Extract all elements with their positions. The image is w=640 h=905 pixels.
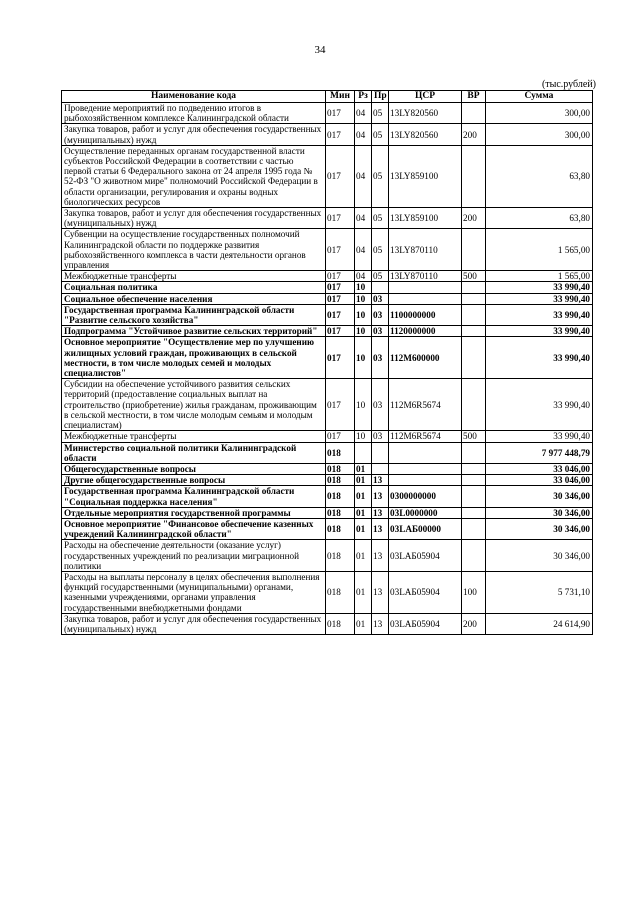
cell-min: 017 <box>326 145 355 207</box>
cell-pr <box>372 282 389 293</box>
cell-vr <box>462 486 486 507</box>
cell-csr: 13LY820560 <box>389 103 462 124</box>
cell-vr <box>462 540 486 572</box>
cell-min: 018 <box>326 475 355 486</box>
cell-rz: 10 <box>355 431 372 442</box>
table-row <box>62 271 593 282</box>
cell-csr: 03LAБ05904 <box>389 540 462 572</box>
cell-sum: 33 990,40 <box>486 293 593 304</box>
cell-pr: 03 <box>372 379 389 431</box>
cell-sum: 30 346,00 <box>486 507 593 518</box>
cell-sum: 33 990,40 <box>486 431 593 442</box>
table-row <box>62 304 593 325</box>
cell-csr: 13LY870110 <box>389 229 462 271</box>
cell-min: 017 <box>326 304 355 325</box>
cell-vr <box>462 463 486 474</box>
cell-vr <box>462 304 486 325</box>
cell-sum: 33 990,40 <box>486 326 593 337</box>
cell-name: Основное мероприятие "Финансовое обеспечение казенных учреждений Калининградской области" <box>62 518 326 539</box>
cell-vr <box>462 282 486 293</box>
cell-pr: 05 <box>372 145 389 207</box>
cell-csr: 03LAБ00000 <box>389 518 462 539</box>
cell-csr: 13LY820560 <box>389 124 462 145</box>
header-name: Наименование кода <box>62 91 326 103</box>
cell-csr <box>389 293 462 304</box>
cell-min: 017 <box>326 379 355 431</box>
cell-name: Межбюджетные трансферты <box>62 431 326 442</box>
cell-rz: 04 <box>355 229 372 271</box>
cell-rz: 01 <box>355 540 372 572</box>
cell-name: Основное мероприятие "Осуществление мер по улучшению жилищных условий граждан, проживающих в сельской местности, в том числе молодых семей и молодых специалистов" <box>62 337 326 379</box>
cell-rz: 10 <box>355 304 372 325</box>
cell-name: Межбюджетные трансферты <box>62 271 326 282</box>
cell-pr: 05 <box>372 103 389 124</box>
cell-pr: 03 <box>372 304 389 325</box>
header-sum: Сумма <box>486 91 593 103</box>
cell-pr <box>372 463 389 474</box>
cell-pr: 13 <box>372 486 389 507</box>
cell-name: Отдельные мероприятия государственной программы <box>62 507 326 518</box>
cell-sum: 33 990,40 <box>486 304 593 325</box>
cell-sum: 30 346,00 <box>486 486 593 507</box>
cell-csr: 112M6R5674 <box>389 379 462 431</box>
header-csr: ЦСР <box>389 91 462 103</box>
cell-csr: 1100000000 <box>389 304 462 325</box>
cell-vr: 200 <box>462 208 486 229</box>
cell-rz: 10 <box>355 326 372 337</box>
cell-name: Социальная политика <box>62 282 326 293</box>
cell-sum: 30 346,00 <box>486 540 593 572</box>
cell-sum: 300,00 <box>486 124 593 145</box>
cell-rz: 04 <box>355 124 372 145</box>
table-row <box>62 540 593 572</box>
header-min: Мин <box>326 91 355 103</box>
cell-csr <box>389 282 462 293</box>
table-row <box>62 486 593 507</box>
cell-min: 018 <box>326 507 355 518</box>
cell-name: Министерство социальной политики Калининградской области <box>62 442 326 463</box>
budget-table <box>61 90 593 635</box>
cell-rz: 04 <box>355 145 372 207</box>
cell-name: Закупка товаров, работ и услуг для обеспечения государственных (муниципальных) нужд <box>62 124 326 145</box>
cell-vr <box>462 379 486 431</box>
cell-name: Социальное обеспечение населения <box>62 293 326 304</box>
table-row <box>62 337 593 379</box>
cell-min: 018 <box>326 540 355 572</box>
cell-pr: 13 <box>372 475 389 486</box>
cell-name: Расходы на обеспечение деятельности (оказание услуг) государственных учреждений по реализации миграционной политики <box>62 540 326 572</box>
cell-rz: 01 <box>355 571 372 613</box>
cell-pr: 05 <box>372 208 389 229</box>
cell-sum: 33 046,00 <box>486 475 593 486</box>
cell-rz: 01 <box>355 518 372 539</box>
cell-csr: 112M6R5674 <box>389 431 462 442</box>
cell-sum: 5 731,10 <box>486 571 593 613</box>
cell-vr <box>462 442 486 463</box>
cell-min: 018 <box>326 571 355 613</box>
cell-vr: 500 <box>462 431 486 442</box>
cell-vr <box>462 293 486 304</box>
cell-rz: 01 <box>355 507 372 518</box>
cell-min: 017 <box>326 103 355 124</box>
cell-min: 017 <box>326 293 355 304</box>
cell-vr <box>462 507 486 518</box>
table-row <box>62 145 593 207</box>
table-row <box>62 507 593 518</box>
cell-min: 018 <box>326 442 355 463</box>
cell-rz: 01 <box>355 613 372 634</box>
cell-min: 018 <box>326 463 355 474</box>
cell-name: Общегосударственные вопросы <box>62 463 326 474</box>
cell-rz: 04 <box>355 208 372 229</box>
cell-csr: 0300000000 <box>389 486 462 507</box>
cell-csr: 03L0000000 <box>389 507 462 518</box>
cell-vr <box>462 145 486 207</box>
table-row <box>62 442 593 463</box>
header-pr: Пр <box>372 91 389 103</box>
cell-pr: 03 <box>372 431 389 442</box>
cell-pr: 13 <box>372 518 389 539</box>
cell-min: 017 <box>326 431 355 442</box>
cell-csr: 1120000000 <box>389 326 462 337</box>
cell-name: Субсидии на обеспечение устойчивого развития сельских территорий (предоставление социальных выплат на строительство (приобретение) жилья гражданам, проживающим в сельской местности, в том числе молодым семьям и молодым специалистам) <box>62 379 326 431</box>
cell-vr: 200 <box>462 613 486 634</box>
cell-rz: 04 <box>355 271 372 282</box>
cell-pr <box>372 442 389 463</box>
cell-min: 018 <box>326 613 355 634</box>
cell-vr <box>462 518 486 539</box>
cell-sum: 24 614,90 <box>486 613 593 634</box>
cell-csr: 13LY870110 <box>389 271 462 282</box>
cell-rz: 10 <box>355 379 372 431</box>
cell-pr: 03 <box>372 337 389 379</box>
cell-rz: 10 <box>355 337 372 379</box>
table-row <box>62 518 593 539</box>
table-row <box>62 571 593 613</box>
cell-pr: 13 <box>372 571 389 613</box>
table-body <box>62 103 593 635</box>
cell-rz: 10 <box>355 282 372 293</box>
cell-pr: 03 <box>372 326 389 337</box>
cell-name: Государственная программа Калининградской области "Социальная поддержка населения" <box>62 486 326 507</box>
cell-sum: 33 046,00 <box>486 463 593 474</box>
header-vr: ВР <box>462 91 486 103</box>
cell-csr: 03LAБ05904 <box>389 571 462 613</box>
cell-name: Подпрограмма "Устойчивое развитие сельских территорий" <box>62 326 326 337</box>
cell-csr <box>389 463 462 474</box>
cell-pr: 13 <box>372 507 389 518</box>
cell-name: Закупка товаров, работ и услуг для обеспечения государственных (муниципальных) нужд <box>62 613 326 634</box>
units-label: (тыс.рублей) <box>541 79 596 90</box>
page-number: 34 <box>314 44 326 56</box>
cell-pr: 03 <box>372 293 389 304</box>
header-row <box>62 91 593 103</box>
cell-pr: 13 <box>372 540 389 572</box>
table-row <box>62 326 593 337</box>
table-row <box>62 431 593 442</box>
cell-vr: 100 <box>462 571 486 613</box>
cell-sum: 300,00 <box>486 103 593 124</box>
cell-vr <box>462 229 486 271</box>
cell-name: Субвенции на осуществление государственных полномочий Калининградской области по поддержке развития рыбохозяйственного комплекса в части деятельности органов управления <box>62 229 326 271</box>
cell-vr: 200 <box>462 124 486 145</box>
cell-csr: 112M600000 <box>389 337 462 379</box>
cell-rz <box>355 442 372 463</box>
cell-min: 017 <box>326 208 355 229</box>
cell-sum: 63,80 <box>486 208 593 229</box>
cell-vr <box>462 326 486 337</box>
cell-csr: 13LY859100 <box>389 145 462 207</box>
cell-rz: 01 <box>355 475 372 486</box>
cell-pr: 05 <box>372 124 389 145</box>
cell-name: Государственная программа Калининградской области "Развитие сельского хозяйства" <box>62 304 326 325</box>
table-row <box>62 293 593 304</box>
cell-min: 017 <box>326 229 355 271</box>
cell-rz: 01 <box>355 486 372 507</box>
cell-sum: 33 990,40 <box>486 379 593 431</box>
cell-sum: 63,80 <box>486 145 593 207</box>
cell-vr <box>462 475 486 486</box>
cell-rz: 01 <box>355 463 372 474</box>
cell-min: 017 <box>326 326 355 337</box>
table-row <box>62 613 593 634</box>
cell-csr <box>389 442 462 463</box>
cell-name: Расходы на выплаты персоналу в целях обеспечения выполнения функций государственными (муниципальными) органами, казенными учреждениями, органами управления государственными внебюджетными фондами <box>62 571 326 613</box>
cell-min: 018 <box>326 486 355 507</box>
cell-csr: 03LAБ05904 <box>389 613 462 634</box>
cell-name: Осуществление переданных органам государственной власти субъектов Российской Федерации в соответствии с частью первой статьи 6 Федерального закона от 24 апреля 1995 года № 52-ФЗ "О животном мире" полномочий Российской Федерации в области организации, регулирования и охраны водных биологических ресурсов <box>62 145 326 207</box>
cell-rz: 04 <box>355 103 372 124</box>
table-row <box>62 463 593 474</box>
cell-name: Другие общегосударственные вопросы <box>62 475 326 486</box>
cell-sum: 7 977 448,79 <box>486 442 593 463</box>
cell-min: 017 <box>326 124 355 145</box>
cell-name: Проведение мероприятий по подведению итогов в рыбохозяйственном комплексе Калининградской области <box>62 103 326 124</box>
cell-min: 018 <box>326 518 355 539</box>
cell-pr: 05 <box>372 229 389 271</box>
cell-vr <box>462 103 486 124</box>
header-rz: Рз <box>355 91 372 103</box>
cell-min: 017 <box>326 282 355 293</box>
table-row <box>62 208 593 229</box>
cell-sum: 33 990,40 <box>486 337 593 379</box>
cell-min: 017 <box>326 271 355 282</box>
cell-csr <box>389 475 462 486</box>
table-row <box>62 475 593 486</box>
cell-min: 017 <box>326 337 355 379</box>
table-row <box>62 103 593 124</box>
cell-pr: 13 <box>372 613 389 634</box>
table-row <box>62 229 593 271</box>
table-row <box>62 124 593 145</box>
cell-sum: 1 565,00 <box>486 229 593 271</box>
cell-name: Закупка товаров, работ и услуг для обеспечения государственных (муниципальных) нужд <box>62 208 326 229</box>
cell-vr <box>462 337 486 379</box>
cell-sum: 33 990,40 <box>486 282 593 293</box>
cell-sum: 1 565,00 <box>486 271 593 282</box>
cell-sum: 30 346,00 <box>486 518 593 539</box>
cell-rz: 10 <box>355 293 372 304</box>
cell-csr: 13LY859100 <box>389 208 462 229</box>
cell-pr: 05 <box>372 271 389 282</box>
table-row <box>62 379 593 431</box>
cell-vr: 500 <box>462 271 486 282</box>
table-row <box>62 282 593 293</box>
